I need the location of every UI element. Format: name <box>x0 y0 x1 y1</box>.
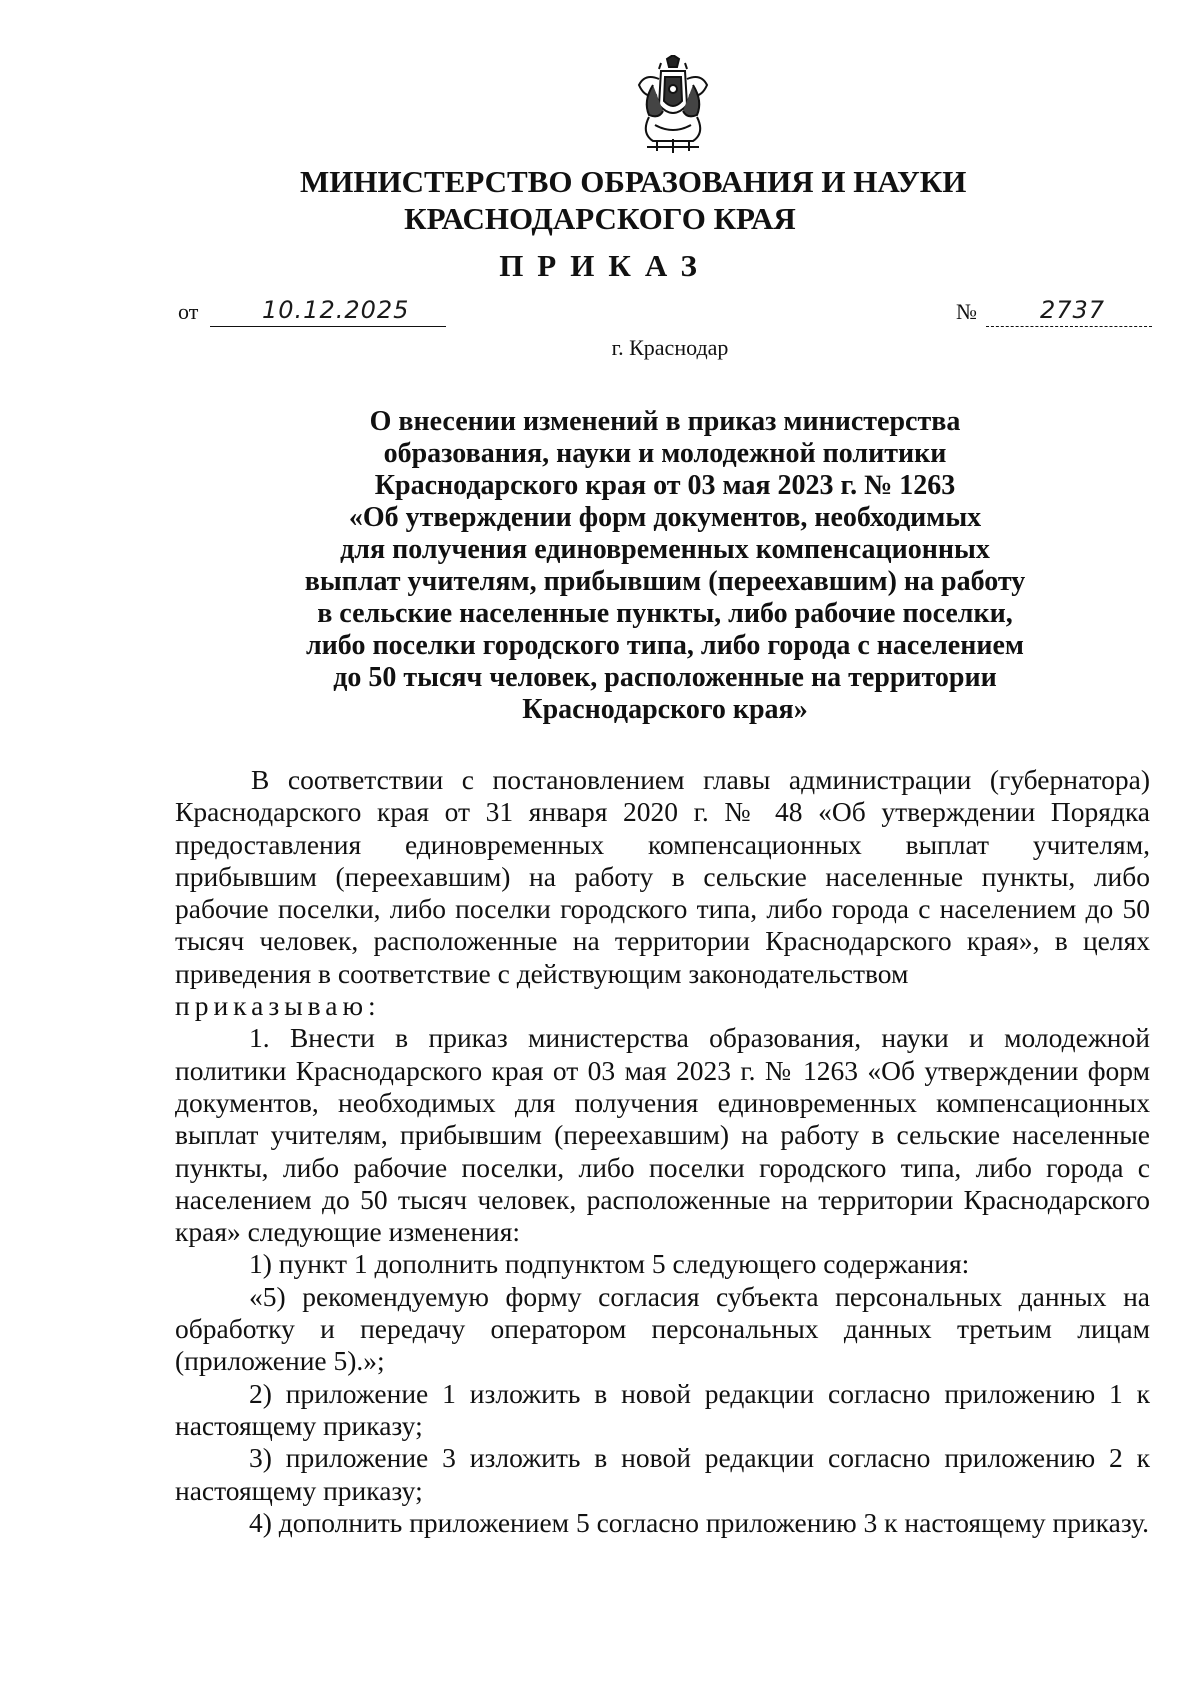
subject-line: Краснодарского края от 03 мая 2023 г. № 1263 <box>374 470 956 501</box>
document-type-title: ПРИКАЗ <box>499 248 711 283</box>
document-subject <box>250 406 1080 726</box>
document-body <box>175 764 1150 1539</box>
organization-name-line-2: КРАСНОДАРСКОГО КРАЯ <box>404 201 796 236</box>
subject-line: либо поселки городского типа, либо города с населением <box>305 630 1025 661</box>
order-word: приказываю: <box>175 990 381 1022</box>
handwritten-number: 2737 <box>1040 296 1106 324</box>
subitem-4-paragraph: 4) дополнить приложением 5 согласно приложению 3 к настоящему приказу. <box>249 1506 1149 1538</box>
handwritten-date: 10.12.2025 <box>262 296 410 324</box>
subject-line: «Об утверждении форм документов, необходимых <box>348 502 982 533</box>
subject-line: в сельские населенные пункты, либо рабочие поселки, <box>317 598 1013 629</box>
subject-line: образования, науки и молодежной политики <box>383 438 947 469</box>
coat-of-arms-emblem <box>631 55 715 155</box>
subject-line: для получения единовременных компенсационных <box>340 534 990 565</box>
subject-line: выплат учителям, прибывшим (переехавшим) на работу <box>304 566 1026 597</box>
date-prefix: от <box>178 299 199 324</box>
subitem-3-paragraph: 3) приложение 3 изложить в новой редакции согласно приложению 2 к настоящему приказу; <box>175 1442 1150 1506</box>
subitem-1-paragraph: 1) пункт 1 дополнить подпунктом 5 следующего содержания: <box>249 1248 970 1280</box>
city-line: г. Краснодар <box>611 335 729 360</box>
subject-line: О внесении изменений в приказ министерства <box>369 406 961 437</box>
number-prefix: № <box>956 299 977 324</box>
subitem-2-paragraph: 2) приложение 1 изложить в новой редакции согласно приложению 1 к настоящему приказу; <box>175 1377 1150 1441</box>
item-1-paragraph: 1. Внести в приказ министерства образования, науки и молодежной политики Краснодарского края от 03 мая 2023 г. № 1263 «Об утверждении форм документов, необходимых для получения единовременных компенсационных выплат учителям, прибывшим (переехавшим) на работу в сельские населенные пункты, либо рабочие поселки, либо поселки городского типа, либо города с населением до 50 тысяч человек, расположенные на территории Краснодарского края» следующие изменения: <box>175 1022 1150 1248</box>
preamble-paragraph: В соответствии с постановлением главы администрации (губернатора) Краснодарского края от 31 января 2020 г. № 48 «Об утверждении Порядка предоставления единовременных компенсационных выплат учителям, прибывшим (переехавшим) на работу в сельские населенные пункты, либо рабочие поселки, либо поселки городского типа, либо города с населением до 50 тысяч человек, расположенные на территории Краснодарского края», в целях приведения в соответствие с действующим законодательством <box>175 764 1150 989</box>
subitem-1-quote-paragraph: «5) рекомендуемую форму согласия субъекта персональных данных на обработку и передачу оператором персональных данных третьим лицам (приложение 5).»; <box>175 1280 1150 1377</box>
subject-line: Краснодарского края» <box>522 694 808 725</box>
organization-name <box>300 163 967 237</box>
organization-name-line-1: МИНИСТЕРСТВО ОБРАЗОВАНИЯ И НАУКИ <box>300 164 967 199</box>
subject-line: до 50 тысяч человек, расположенные на территории <box>333 662 997 693</box>
